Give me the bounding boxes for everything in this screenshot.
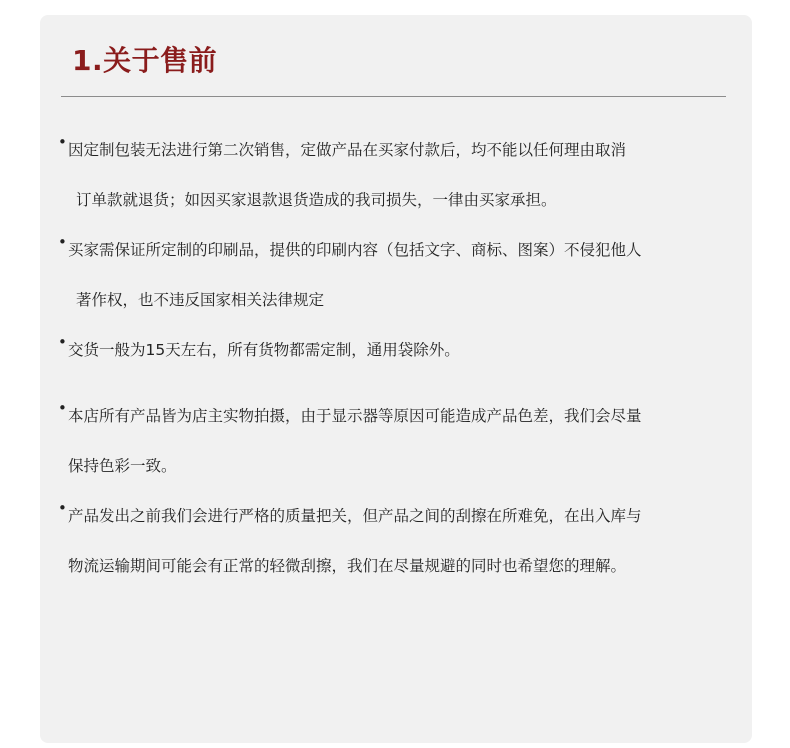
bullet-dot-icon: •	[58, 133, 67, 151]
notice-line: 保持色彩一致。	[68, 457, 177, 475]
bullet-dot-icon: •	[58, 399, 67, 417]
presale-notice-card	[40, 15, 752, 743]
title-divider	[61, 96, 726, 97]
notice-line: 物流运输期间可能会有正常的轻微刮擦，我们在尽量规避的同时也希望您的理解。	[68, 557, 627, 575]
notice-line: 著作权，也不违反国家相关法律规定	[76, 291, 325, 309]
notice-line: 买家需保证所定制的印刷品，提供的印刷内容（包括文字、商标、图案）不侵犯他人	[68, 241, 642, 259]
notice-item-delivery-time	[58, 325, 738, 375]
notice-item-custom-packaging	[58, 125, 738, 225]
notice-item-scratches	[58, 491, 738, 591]
notice-list	[58, 125, 738, 591]
notice-line: 产品发出之前我们会进行严格的质量把关，但产品之间的刮擦在所难免，在出入库与	[68, 507, 642, 525]
section-title: 1.关于售前	[72, 44, 218, 77]
bullet-dot-icon: •	[58, 233, 67, 251]
notice-line: 订单款就退货；如因买家退款退货造成的我司损失，一律由买家承担。	[76, 191, 557, 209]
notice-line: 因定制包装无法进行第二次销售，定做产品在买家付款后，均不能以任何理由取消	[68, 141, 627, 159]
notice-line: 本店所有产品皆为店主实物拍摄，由于显示器等原因可能造成产品色差，我们会尽量	[68, 407, 642, 425]
bullet-dot-icon: •	[58, 499, 67, 517]
notice-item-print-content	[58, 225, 738, 325]
notice-item-color-difference	[58, 391, 738, 491]
notice-line: 交货一般为15天左右，所有货物都需定制，通用袋除外。	[68, 341, 460, 359]
bullet-dot-icon: •	[58, 333, 67, 351]
